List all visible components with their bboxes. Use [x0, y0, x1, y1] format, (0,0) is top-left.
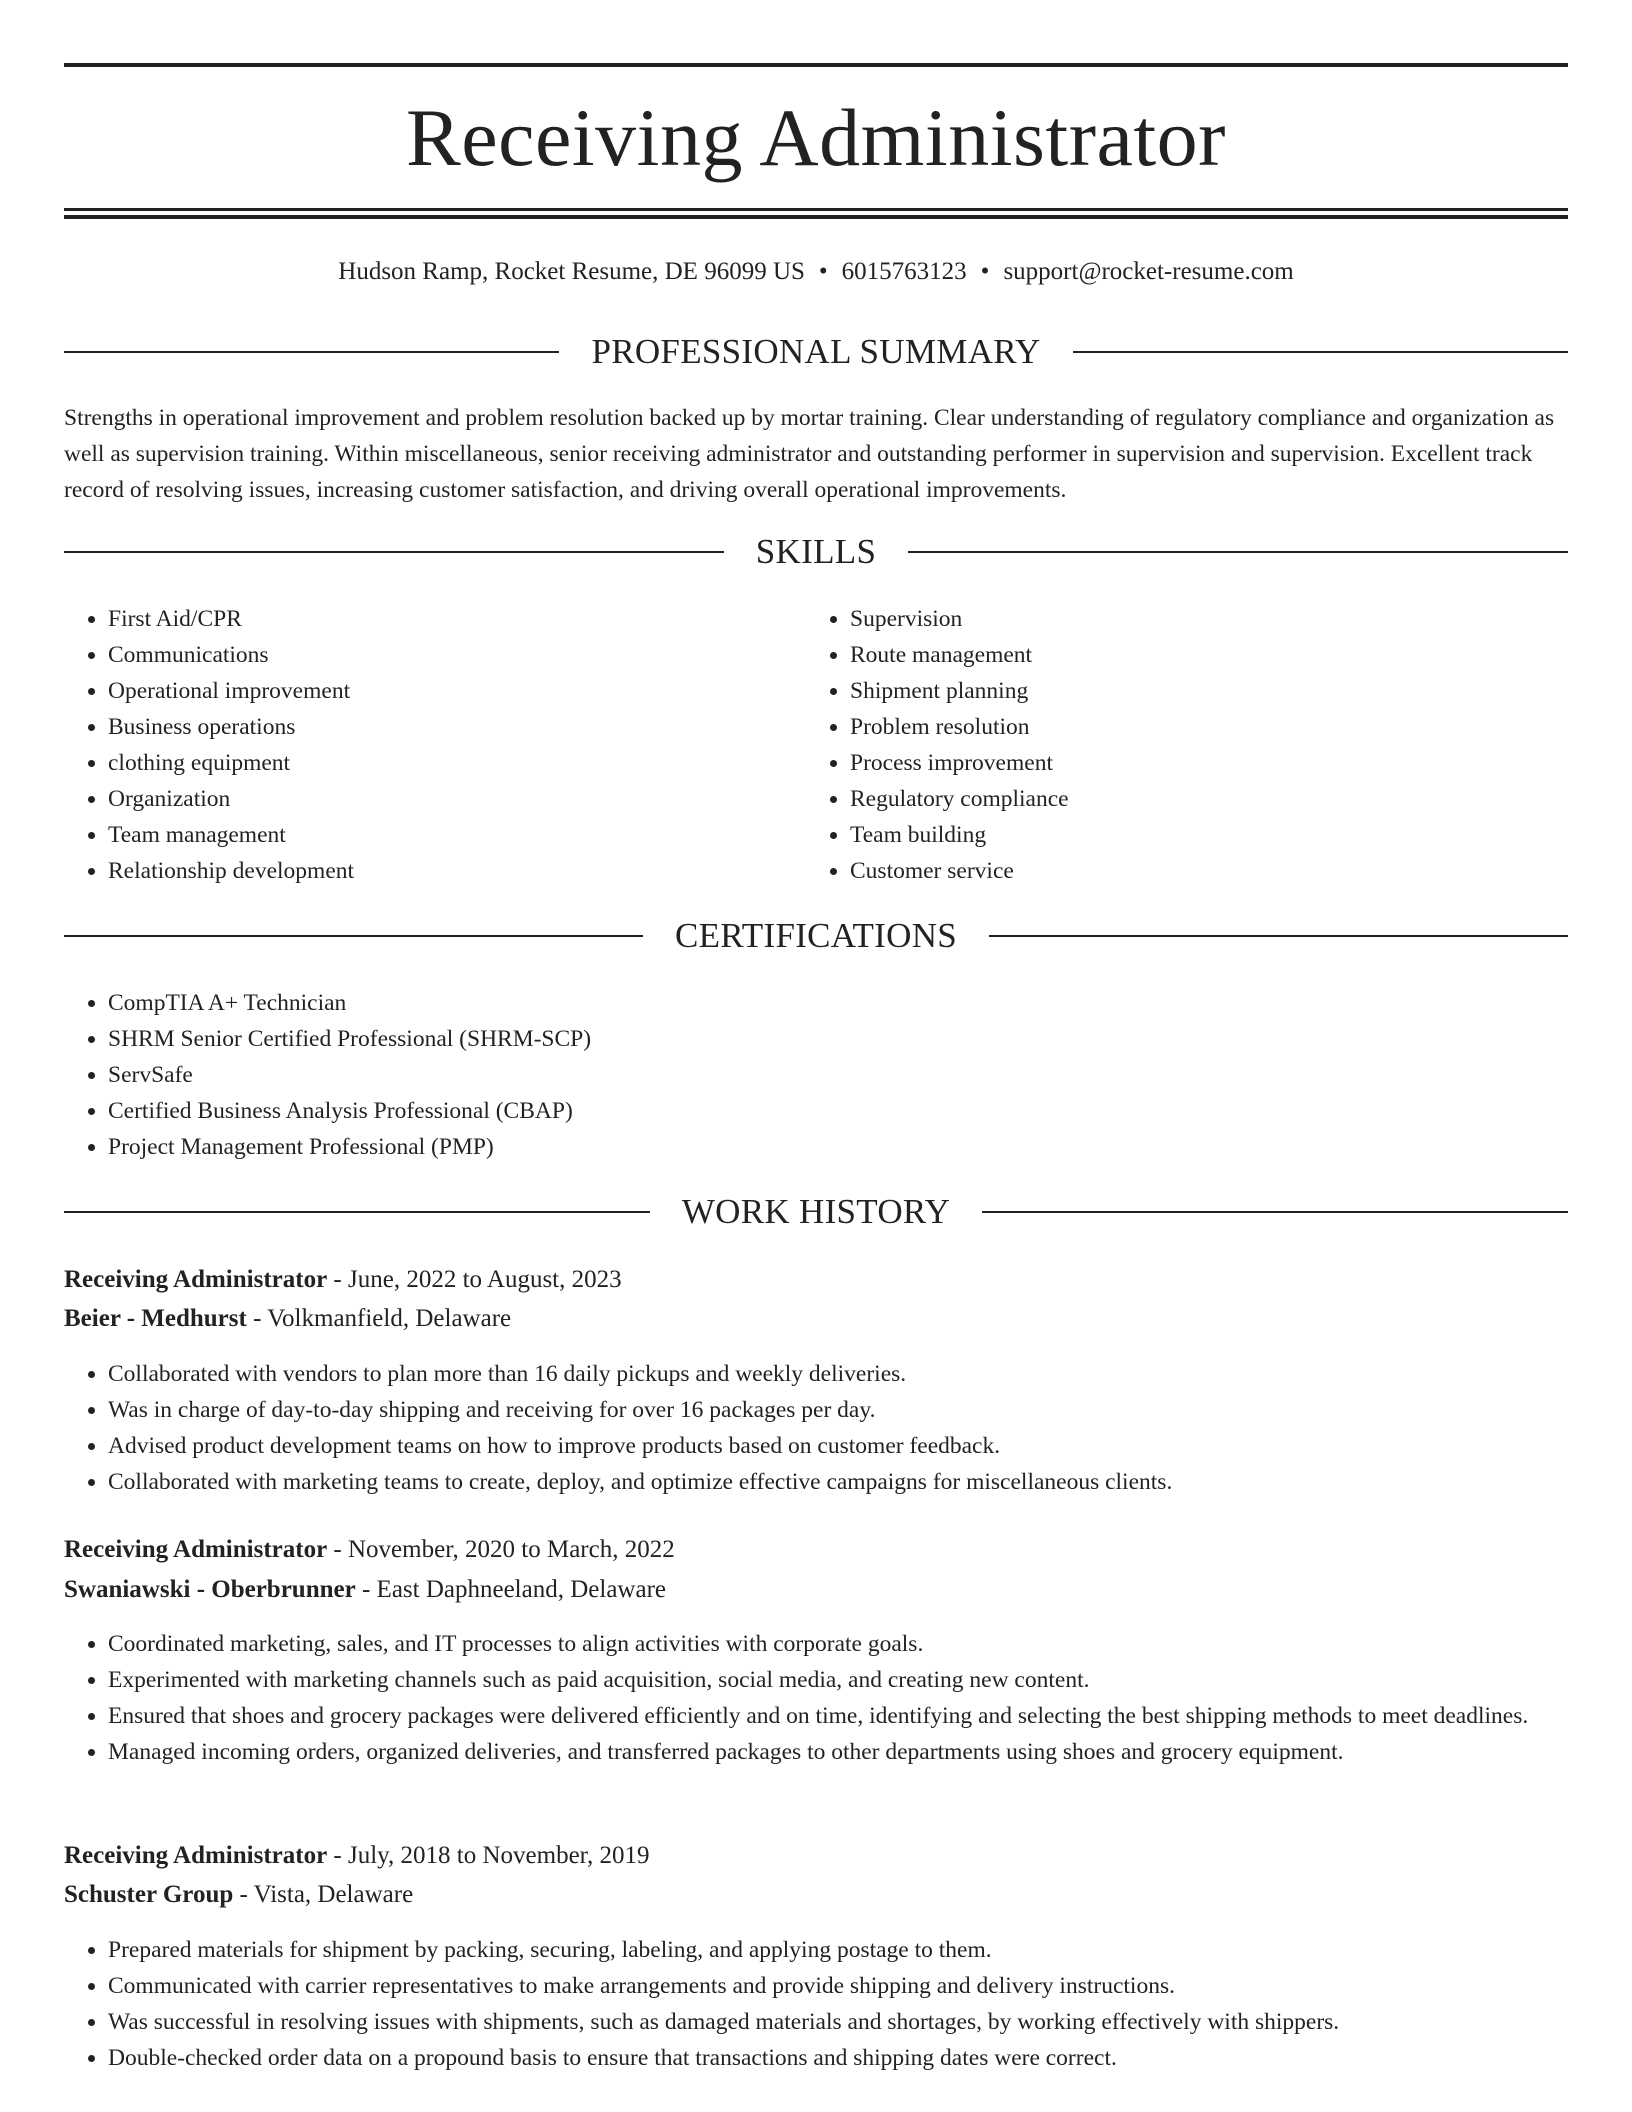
skills-list-right	[806, 601, 1550, 889]
certification-item: • CompTIA A+ Technician	[108, 985, 1568, 1021]
heading-rule	[64, 351, 559, 353]
job-dates: - June, 2022 to August, 2023	[327, 1266, 622, 1293]
work-history-heading	[64, 1190, 1568, 1234]
certifications-list	[64, 985, 1568, 1165]
work-history-heading-text: WORK HISTORY	[681, 1192, 951, 1231]
job-bullet: • Was in charge of day-to-day shipping and receiving for over 16 packages per day.	[108, 1392, 1568, 1428]
skill-item: • Supervision	[850, 601, 1550, 637]
job-bullet: • Experimented with marketing channels such as paid acquisition, social media, and creating new content.	[108, 1662, 1568, 1698]
certifications-heading	[64, 914, 1568, 958]
skill-item: • Regulatory compliance	[850, 781, 1550, 817]
skill-item: • Process improvement	[850, 745, 1550, 781]
job-bullet: • Double-checked order data on a propound basis to ensure that transactions and shipping dates were correct.	[108, 2040, 1568, 2076]
job-bullet: • Advised product development teams on how to improve products based on customer feedback.	[108, 1428, 1568, 1464]
contact-address: Hudson Ramp, Rocket Resume, DE 96099 US	[338, 258, 805, 285]
skill-item: • Communications	[108, 637, 808, 673]
skill-item: • Organization	[108, 781, 808, 817]
skill-item: • Problem resolution	[850, 709, 1550, 745]
job-bullet: • Was successful in resolving issues with shipments, such as damaged materials and shortages, by working effectively with shippers.	[108, 2004, 1568, 2040]
job-company-line	[64, 1877, 1568, 1913]
job-location: - Volkmanfield, Delaware	[246, 1305, 512, 1332]
job-bullets	[64, 1356, 1568, 1500]
job-bullets	[64, 1932, 1568, 2076]
job-company: Swaniawski - Oberbrunner	[64, 1576, 356, 1603]
top-rule	[64, 63, 1568, 67]
job-bullets	[64, 1626, 1568, 1770]
job-dates: - July, 2018 to November, 2019	[327, 1842, 650, 1869]
skill-item: • Route management	[850, 637, 1550, 673]
skills-heading-text: SKILLS	[755, 532, 877, 571]
skill-item: • clothing equipment	[108, 745, 808, 781]
heading-rule	[64, 1211, 650, 1213]
summary-heading	[64, 330, 1568, 374]
job-bullet: • Prepared materials for shipment by packing, securing, labeling, and applying postage to them.	[108, 1932, 1568, 1968]
heading-rule	[908, 551, 1568, 553]
job-company: Schuster Group	[64, 1881, 234, 1908]
certifications-heading-text: CERTIFICATIONS	[674, 916, 958, 955]
resume-title: Receiving Administrator	[406, 92, 1226, 183]
job-bullet: • Coordinated marketing, sales, and IT processes to align activities with corporate goals.	[108, 1626, 1568, 1662]
contact-phone: 6015763123	[841, 258, 967, 285]
skill-item: • Business operations	[108, 709, 808, 745]
title-rule-upper	[64, 208, 1568, 211]
job-bullet: • Ensured that shoes and grocery packages were delivered efficiently and on time, identifying and selecting the best shipping methods to meet deadlines.	[108, 1698, 1568, 1734]
job-bullet: • Collaborated with marketing teams to create, deploy, and optimize effective campaigns for miscellaneous clients.	[108, 1464, 1568, 1500]
contact-line	[64, 255, 1568, 289]
summary-text: Strengths in operational improvement and problem resolution backed up by mortar training. Clear understanding of regulatory compliance and organization as well as supervision training. Within miscellaneous, senior receiving administrator and outstanding performer in supervision and supervision. Excellent track record of resolving issues, increasing customer satisfaction, and driving overall operational improvements.	[64, 405, 1555, 503]
certification-item: • Certified Business Analysis Professional (CBAP)	[108, 1093, 1568, 1129]
job-location: - East Daphneeland, Delaware	[355, 1576, 666, 1603]
job-title-line	[64, 1838, 1568, 1874]
certification-item: • Project Management Professional (PMP)	[108, 1129, 1568, 1165]
certification-item: • ServSafe	[108, 1057, 1568, 1093]
job-company-line	[64, 1301, 1568, 1337]
job-location: - Vista, Delaware	[233, 1881, 414, 1908]
job-bullet: • Managed incoming orders, organized deliveries, and transferred packages to other departments using shoes and grocery equipment.	[108, 1734, 1568, 1770]
job-role: Receiving Administrator	[64, 1536, 328, 1563]
job-title-line	[64, 1532, 1568, 1568]
heading-rule	[982, 1211, 1568, 1213]
skills-list-left	[64, 601, 808, 889]
heading-rule	[64, 935, 643, 937]
heading-rule	[989, 935, 1568, 937]
title-rule-lower	[64, 215, 1568, 219]
job-role: Receiving Administrator	[64, 1266, 328, 1293]
job-company-line	[64, 1572, 1568, 1608]
skill-item: • Team building	[850, 817, 1550, 853]
skill-item: • First Aid/CPR	[108, 601, 808, 637]
summary-heading-text: PROFESSIONAL SUMMARY	[591, 332, 1041, 371]
certification-item: • SHRM Senior Certified Professional (SHRM-SCP)	[108, 1021, 1568, 1057]
job-bullet: • Communicated with carrier representatives to make arrangements and provide shipping and delivery instructions.	[108, 1968, 1568, 2004]
skill-item: • Operational improvement	[108, 673, 808, 709]
job-role: Receiving Administrator	[64, 1842, 328, 1869]
contact-separator: •	[818, 258, 828, 285]
job-bullet: • Collaborated with vendors to plan more than 16 daily pickups and weekly deliveries.	[108, 1356, 1568, 1392]
skill-item: • Team management	[108, 817, 808, 853]
contact-separator: •	[980, 258, 990, 285]
job-title-line	[64, 1262, 1568, 1298]
job-company: Beier - Medhurst	[64, 1305, 247, 1332]
contact-email: support@rocket-resume.com	[1003, 258, 1294, 285]
skill-item: • Relationship development	[108, 853, 808, 889]
skills-heading	[64, 530, 1568, 574]
skill-item: • Customer service	[850, 853, 1550, 889]
job-dates: - November, 2020 to March, 2022	[327, 1536, 675, 1563]
heading-rule	[64, 551, 724, 553]
heading-rule	[1073, 351, 1568, 353]
skill-item: • Shipment planning	[850, 673, 1550, 709]
